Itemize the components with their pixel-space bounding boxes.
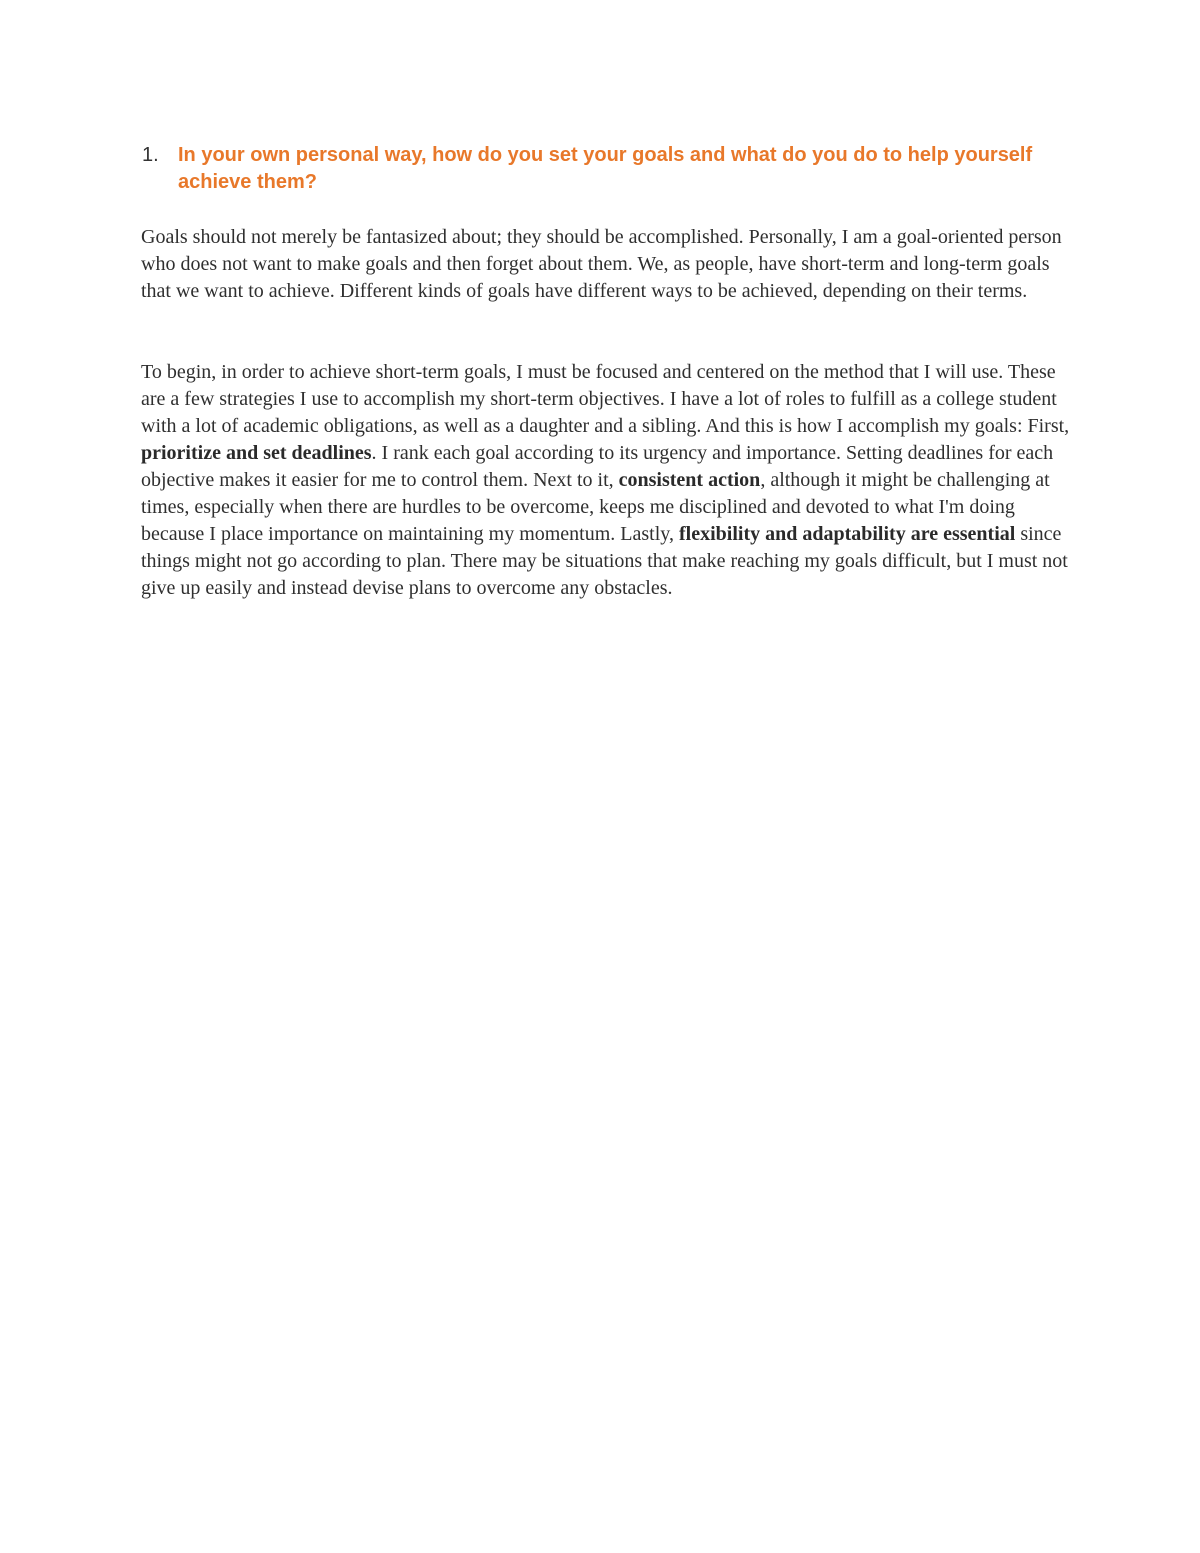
paragraph-intro: Goals should not merely be fantasized about; they should be accomplished. Personally, I am a goal-oriented person who does not want to make goals and then forget about them. We, as people, have short-term and long-term goals that we want to achieve. Different kinds of goals have different ways to be achieved, depending on their terms. <box>141 226 1062 302</box>
bold-phrase-consistent-action: consistent action <box>618 469 761 491</box>
bold-phrase-prioritize: prioritize and set deadlines <box>141 442 372 464</box>
paragraph-text-segment: , although it might be challenging at times, especially when there are hurdles to be overcome, keeps me disciplined and devoted to what I'm doing because I place importance on maintaining my momentum. Lastly, <box>141 469 1050 545</box>
question-number: 1. <box>142 144 159 166</box>
question-text: In your own personal way, how do you set your goals and what do you do to help yourself achieve them? <box>178 144 1033 193</box>
question-item <box>142 142 1062 196</box>
paragraph-text-segment: . I rank each goal according to its urgency and importance. Setting deadlines for each objective makes it easier for me to control them. Next to it, <box>141 442 1054 491</box>
paragraph-text-segment: To begin, in order to achieve short-term goals, I must be focused and centered on the method that I will use. These are a few strategies I use to accomplish my short-term objectives. I have a lot of roles to fulfill as a college student with a lot of academic obligations, as well as a daughter and a sibling. And this is how I accomplish my goals: First, <box>141 361 1070 437</box>
bold-phrase-flexibility: flexibility and adaptability are essential <box>679 523 1016 545</box>
paragraph-text-segment: since things might not go according to plan. There may be situations that make reaching my goals difficult, but I must not give up easily and instead devise plans to overcome any obstacles. <box>141 523 1068 599</box>
paragraph-strategies <box>141 359 1071 602</box>
